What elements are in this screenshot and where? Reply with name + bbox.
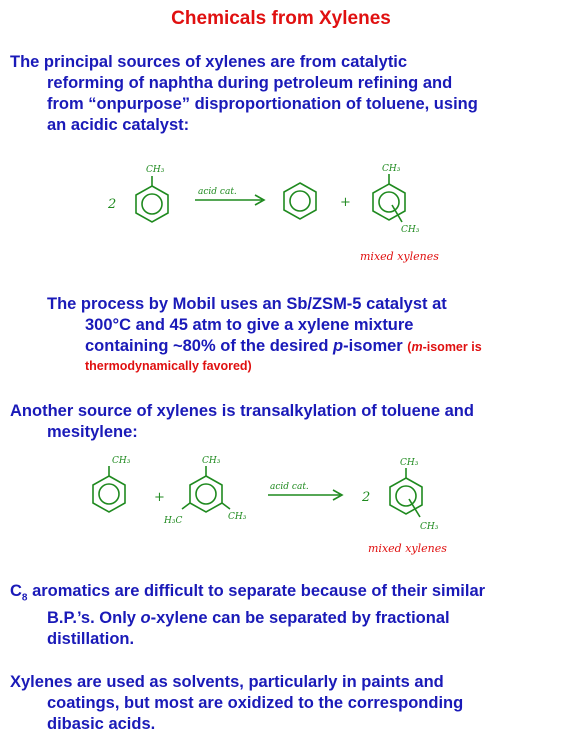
aromatic-circle xyxy=(196,484,216,504)
intro-paragraph xyxy=(10,52,478,136)
separation-paragraph xyxy=(10,581,485,650)
methyl-label: CH₃ xyxy=(228,512,247,522)
aromatic-circle xyxy=(290,191,310,211)
text-run: B.P.’s. Only xyxy=(47,609,141,628)
text-line: an acidic catalyst: xyxy=(47,116,190,134)
disproportionation-reaction-diagram xyxy=(0,150,562,270)
note-line: thermodynamically favored) xyxy=(85,359,252,373)
text-run: C xyxy=(10,582,22,600)
methyl-label: CH₃ xyxy=(202,456,221,466)
benzene-ring xyxy=(93,476,125,512)
text-line: reforming of naphtha during petroleum refining and xyxy=(47,74,453,92)
text-line: The process by Mobil uses an Sb/ZSM-5 catalyst at xyxy=(47,295,447,313)
text-line xyxy=(47,336,482,358)
aromatic-circle xyxy=(142,194,162,214)
uses-paragraph xyxy=(10,672,463,735)
arrow-label: acid cat. xyxy=(270,482,309,492)
transalkylation-reaction-diagram xyxy=(0,445,562,565)
italic-run: o xyxy=(140,609,151,628)
bond xyxy=(222,503,230,509)
methyl-label: H₃C xyxy=(164,516,183,526)
text-line: distillation. xyxy=(47,630,135,649)
note-run: ( xyxy=(407,340,412,354)
text-line: Another source of xylenes is transalkylation of toluene and xyxy=(10,402,474,420)
methyl-label: CH₃ xyxy=(420,522,439,532)
text-line: mesitylene: xyxy=(47,423,138,441)
text-line: 300°C and 45 atm to give a xylene mixture xyxy=(85,316,414,334)
text-line: Xylenes are used as solvents, particularly in paints and xyxy=(10,673,444,691)
arrow-label: acid cat. xyxy=(198,187,237,197)
plus-sign: + xyxy=(154,490,165,505)
benzene-ring xyxy=(390,478,422,514)
benzene-ring xyxy=(373,184,405,220)
text-line: The principal sources of xylenes are from catalytic xyxy=(10,53,408,71)
plus-sign: + xyxy=(340,195,351,210)
text-line: coatings, but most are oxidized to the corresponding xyxy=(47,694,464,712)
text-line xyxy=(10,608,485,629)
methyl-label: CH₃ xyxy=(112,456,131,466)
methyl-label: CH₃ xyxy=(401,225,420,235)
aromatic-circle xyxy=(99,484,119,504)
text-run: aromatics are difficult to separate because of their similar xyxy=(27,582,486,600)
page-title: Chemicals from Xylenes xyxy=(171,8,391,29)
mixed-xylenes-caption: mixed xylenes xyxy=(368,542,447,555)
text-line: dibasic acids. xyxy=(47,715,156,733)
transalkylation-paragraph xyxy=(10,401,474,443)
text-line xyxy=(10,581,485,608)
subscript: 8 xyxy=(21,592,28,604)
methyl-label: CH₃ xyxy=(382,164,401,174)
bond xyxy=(182,503,190,509)
note-italic-run: m xyxy=(411,340,423,354)
aromatic-circle xyxy=(396,486,416,506)
text-run: containing ~80% of the desired xyxy=(85,337,334,355)
coefficient: 2 xyxy=(108,197,117,212)
text-line: from “onpurpose” disproportionation of toluene, using xyxy=(47,95,478,113)
coefficient: 2 xyxy=(362,490,371,505)
text-run: -isomer xyxy=(343,337,408,355)
mixed-xylenes-caption: mixed xylenes xyxy=(360,250,439,263)
aromatic-circle xyxy=(379,192,399,212)
text-run: -xylene can be separated by fractional xyxy=(150,609,450,628)
mobil-process-paragraph xyxy=(47,294,482,374)
italic-run: p xyxy=(333,337,344,355)
benzene-ring xyxy=(190,476,222,512)
benzene-ring xyxy=(284,183,316,219)
benzene-ring xyxy=(136,186,168,222)
methyl-label: CH₃ xyxy=(400,458,419,468)
methyl-label: CH₃ xyxy=(146,165,165,175)
note-run: -isomer is xyxy=(422,340,482,354)
